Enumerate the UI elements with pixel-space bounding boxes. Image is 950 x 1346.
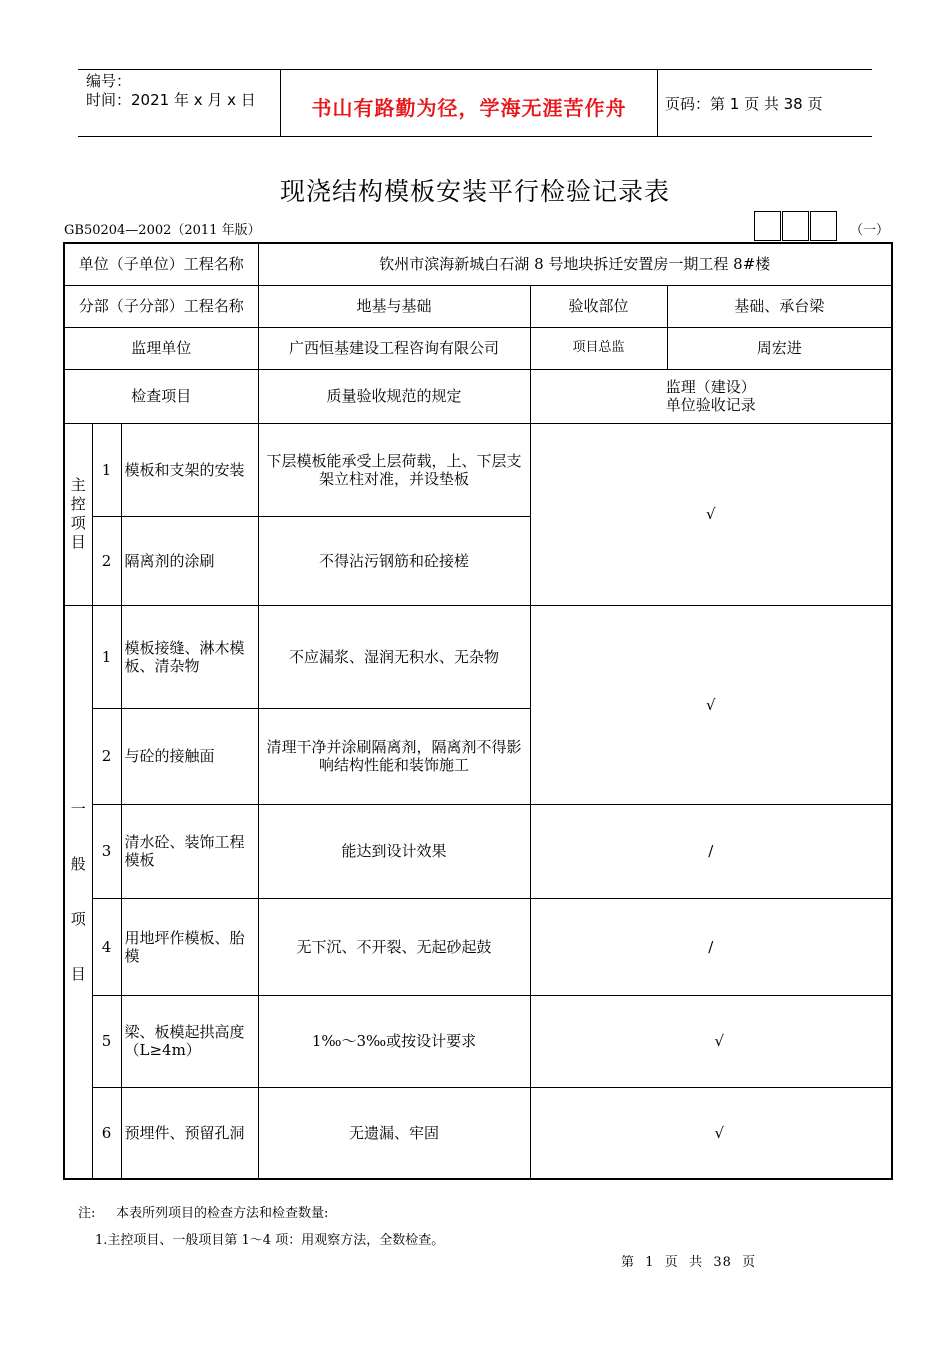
item-name: 隔离剂的涂刷 (121, 516, 258, 605)
col-record-header (530, 369, 892, 423)
unit-value: 钦州市滨海新城白石湖 8 号地块拆迁安置房一期工程 8#楼 (258, 243, 892, 285)
item-record: √ (530, 995, 892, 1087)
header-divider-left (280, 69, 281, 136)
item-name: 与砼的接触面 (121, 708, 258, 804)
info-row-supervisor (64, 327, 892, 369)
page-title: 现浇结构模板安装平行检验记录表 (279, 177, 670, 206)
sheet-box-1 (754, 211, 781, 241)
sheet-box-2 (782, 211, 809, 241)
info-row-unit (64, 243, 892, 285)
sheet-number: （一） (850, 223, 890, 238)
table-row (64, 605, 892, 708)
item-name: 用地坪作模板、胎模 (121, 898, 258, 995)
table-row (64, 995, 892, 1087)
unit-label: 单位（子单位）工程名称 (64, 243, 258, 285)
col-record-header-line1: 监理（建设） (665, 378, 756, 396)
note-line-2: 1.主控项目、一般项目第 1～4 项：用观察方法，全数检查。 (95, 1233, 445, 1248)
item-spec: 能达到设计效果 (258, 804, 530, 898)
item-record: √ (530, 1087, 892, 1179)
inspection-table (63, 242, 893, 1180)
main-group-record: √ (530, 423, 892, 605)
supervisor-label: 监理单位 (64, 327, 258, 369)
column-header-row (64, 369, 892, 423)
supervisor-value: 广西恒基建设工程咨询有限公司 (258, 327, 530, 369)
header-bottom-rule (78, 136, 872, 137)
note-line-1: 注: 本表所列项目的检查方法和检查数量: (78, 1206, 329, 1221)
table-row (64, 1087, 892, 1179)
header-top-rule (78, 69, 872, 70)
header-divider-right (657, 69, 658, 136)
info-row-division (64, 285, 892, 327)
item-name: 梁、板模起拱高度（L≥4m） (121, 995, 258, 1087)
division-label: 分部（子分部）工程名称 (64, 285, 258, 327)
item-record: / (530, 804, 892, 898)
item-spec: 1‰～3‰或按设计要求 (258, 995, 530, 1087)
item-spec: 下层模板能承受上层荷载，上、下层支架立柱对准，并设垫板 (258, 423, 530, 516)
accept-part-label: 验收部位 (530, 285, 667, 327)
col-item-header: 检查项目 (64, 369, 258, 423)
page-label: 页码：第 1 页 共 38 页 (665, 95, 823, 113)
accept-part-value: 基础、承台梁 (667, 285, 892, 327)
sheet-box-3 (810, 211, 837, 241)
item-spec: 清理干净并涂刷隔离剂，隔离剂不得影响结构性能和装饰施工 (258, 708, 530, 804)
item-name: 模板接缝、淋木模板、清杂物 (121, 605, 258, 708)
item-no: 6 (92, 1087, 121, 1179)
item-name: 模板和支架的安装 (121, 423, 258, 516)
item-name: 预埋件、预留孔洞 (121, 1087, 258, 1179)
item-record: / (530, 898, 892, 995)
item-no: 3 (92, 804, 121, 898)
general-group-label: 一 般 项 目 (64, 605, 92, 1179)
chief-label: 项目总监 (530, 327, 667, 369)
item-spec: 不应漏浆、湿润无积水、无杂物 (258, 605, 530, 708)
number-label: 编号： (86, 72, 132, 90)
division-value: 地基与基础 (258, 285, 530, 327)
col-record-header-line2: 单位验收记录 (665, 396, 756, 414)
col-spec-header: 质量验收规范的规定 (258, 369, 530, 423)
table-row (64, 898, 892, 995)
item-no: 5 (92, 995, 121, 1087)
item-name: 清水砼、装饰工程模板 (121, 804, 258, 898)
item-no: 2 (92, 516, 121, 605)
item-no: 1 (92, 423, 121, 516)
table-row (64, 804, 892, 898)
motto: 书山有路勤为径，学海无涯苦作舟 (311, 96, 627, 120)
item-no: 1 (92, 605, 121, 708)
chief-value: 周宏进 (667, 327, 892, 369)
time-label: 时间：2021 年 x 月 x 日 (86, 91, 256, 109)
item-no: 2 (92, 708, 121, 804)
standard-code: GB50204—2002（2011 年版） (64, 223, 261, 238)
page-footer: 第 1 页 共 38 页 (621, 1255, 757, 1270)
item-spec: 无下沉、不开裂、无起砂起鼓 (258, 898, 530, 995)
main-group-label: 主 控 项 目 (64, 423, 92, 605)
item-no: 4 (92, 898, 121, 995)
table-row (64, 423, 892, 516)
item-spec: 无遗漏、牢固 (258, 1087, 530, 1179)
item-spec: 不得沾污钢筋和砼接槎 (258, 516, 530, 605)
general-record-1-2: √ (530, 605, 892, 804)
